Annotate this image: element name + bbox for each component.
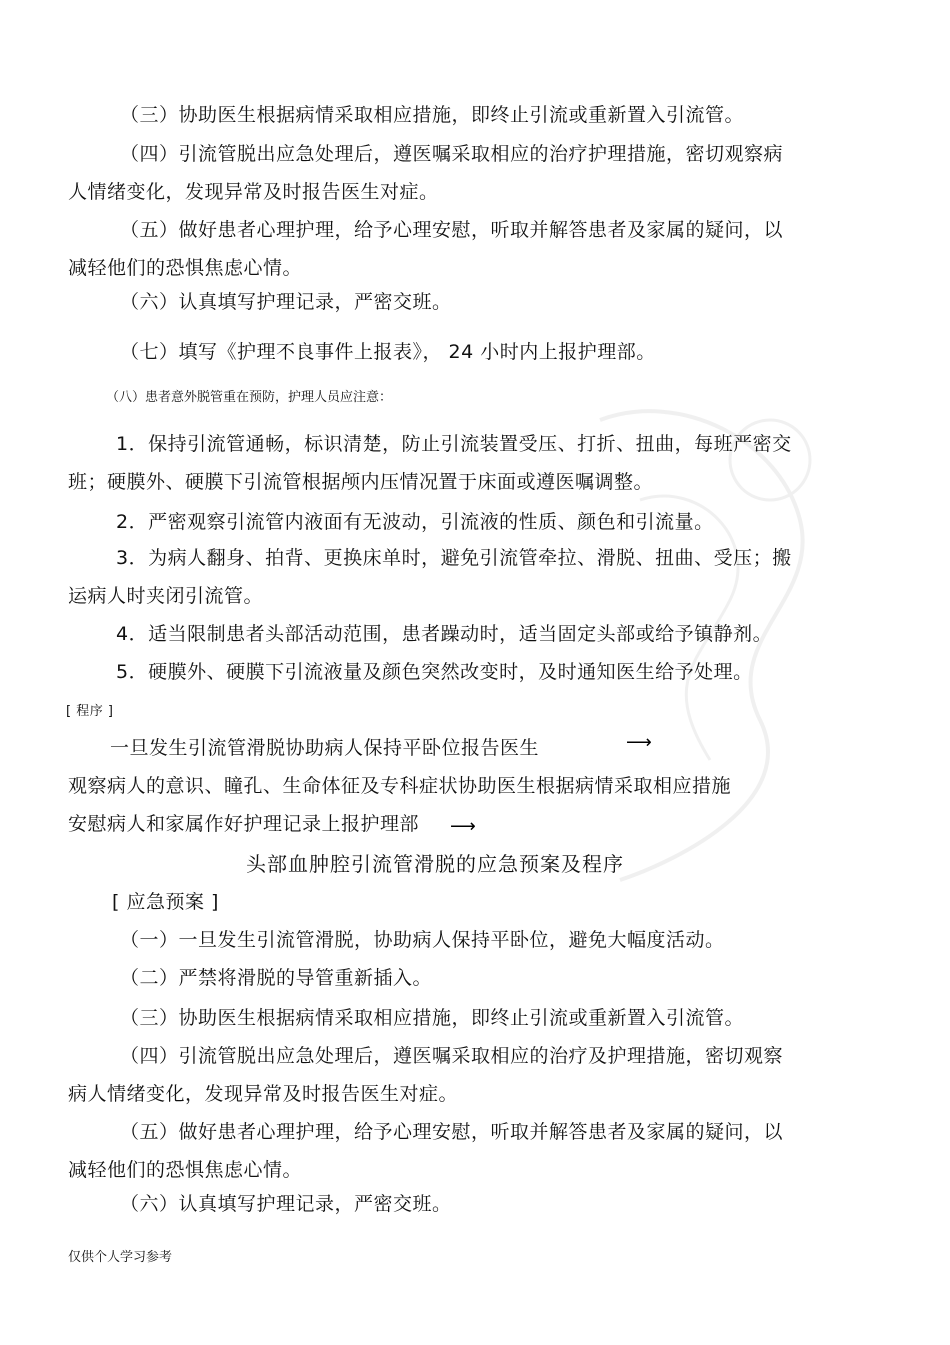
paragraph-line: （七）填写《护理不良事件上报表》， 24 小时内上报护理部。 <box>120 341 656 363</box>
paragraph-line: （四）引流管脱出应急处理后，遵医嘱采取相应的治疗护理措施，密切观察病 <box>120 143 784 165</box>
footer-note: 仅供个人学习参考 <box>68 1250 173 1265</box>
paragraph-line: （六）认真填写护理记录，严密交班。 <box>120 291 452 313</box>
paragraph-line: 减轻他们的恐惧焦虑心情。 <box>68 257 303 279</box>
paragraph-line: 3．为病人翻身、拍背、更换床单时，避免引流管牵拉、滑脱、扭曲、受压；搬 <box>116 547 792 569</box>
paragraph-line: （六）认真填写护理记录，严密交班。 <box>120 1193 452 1215</box>
paragraph-line: （五）做好患者心理护理，给予心理安慰，听取并解答患者及家属的疑问，以 <box>120 1121 784 1143</box>
paragraph-line: （四）引流管脱出应急处理后，遵医嘱采取相应的治疗及护理措施，密切观察 <box>120 1045 784 1067</box>
paragraph-line: 病人情绪变化，发现异常及时报告医生对症。 <box>68 1083 459 1105</box>
paragraph-line: 2．严密观察引流管内液面有无波动，引流液的性质、颜色和引流量。 <box>116 511 714 533</box>
paragraph-line: （二）严禁将滑脱的导管重新插入。 <box>120 967 433 989</box>
paragraph-line: 1．保持引流管通畅，标识清楚，防止引流装置受压、打折、扭曲，每班严密交 <box>116 433 792 455</box>
procedure-tag: [ 程序 ] <box>66 704 114 719</box>
paragraph-line: （三）协助医生根据病情采取相应措施，即终止引流或重新置入引流管。 <box>120 1007 745 1029</box>
procedure-line: 一旦发生引流管滑脱协助病人保持平卧位报告医生 <box>110 737 540 759</box>
paragraph-line: 4．适当限制患者头部活动范围，患者躁动时，适当固定头部或给予镇静剂。 <box>116 623 773 645</box>
arrow-icon: ⟶ <box>450 816 476 837</box>
arrow-icon: ⟶ <box>626 732 652 753</box>
paragraph-line: （五）做好患者心理护理，给予心理安慰，听取并解答患者及家属的疑问，以 <box>120 219 784 241</box>
paragraph-line: 运病人时夹闭引流管。 <box>68 585 264 607</box>
procedure-line: 安慰病人和家属作好护理记录上报护理部 <box>68 813 420 835</box>
paragraph-line: （一）一旦发生引流管滑脱，协助病人保持平卧位，避免大幅度活动。 <box>120 929 725 951</box>
paragraph-line: 人情绪变化，发现异常及时报告医生对症。 <box>68 181 439 203</box>
paragraph-line: 减轻他们的恐惧焦虑心情。 <box>68 1159 303 1181</box>
section-title: 头部血肿腔引流管滑脱的应急预案及程序 <box>246 852 624 876</box>
paragraph-line: （三）协助医生根据病情采取相应措施，即终止引流或重新置入引流管。 <box>120 104 745 126</box>
section-tag: [ 应急预案 ] <box>112 891 219 913</box>
paragraph-line: 班；硬膜外、硬膜下引流管根据颅内压情况置于床面或遵医嘱调整。 <box>68 471 654 493</box>
paragraph-line: 5．硬膜外、硬膜下引流液量及颜色突然改变时，及时通知医生给予处理。 <box>116 661 753 683</box>
procedure-line: 观察病人的意识、瞳孔、生命体征及专科症状协助医生根据病情采取相应措施 <box>68 775 732 797</box>
paragraph-line: （八）患者意外脱管重在预防，护理人员应注意： <box>106 390 393 405</box>
